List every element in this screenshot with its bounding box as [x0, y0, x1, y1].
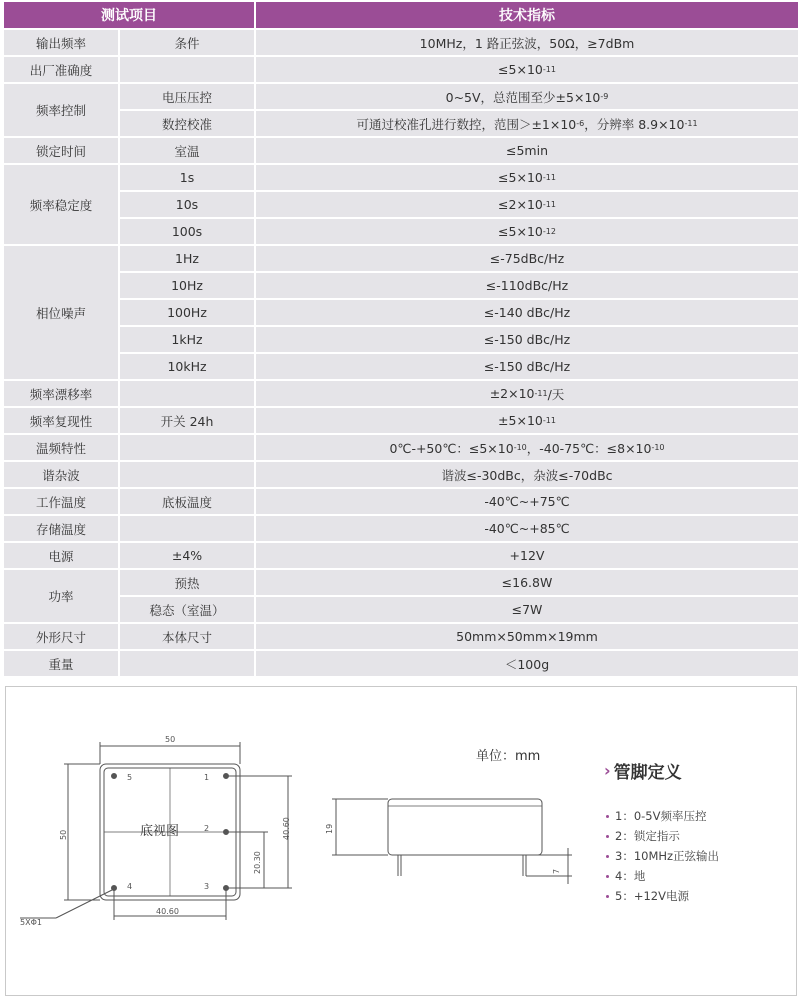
- pin-definition-list: [606, 806, 719, 906]
- condition-cell: ±4%: [120, 543, 254, 568]
- item-cell: 外形尺寸: [4, 624, 118, 649]
- condition-cell: 开关 24h: [120, 408, 254, 433]
- pin-label-3: 3: [204, 882, 210, 891]
- header-spec: 技术指标: [256, 2, 798, 28]
- pin-item: 4：地: [606, 866, 719, 886]
- dim-hole: 5XΦ1: [20, 918, 42, 927]
- condition-cell: 1s: [120, 165, 254, 190]
- bottom-view-label: 底视图: [140, 824, 180, 839]
- dim-pin-span-h: 40.60: [156, 907, 179, 916]
- pin-label-1: 1: [204, 773, 210, 782]
- spec-text: ≤5×10: [498, 224, 543, 239]
- unit-label: 单位：mm: [476, 749, 541, 764]
- spec-text: ，分辨率 8.9×10: [584, 116, 685, 132]
- bullet-icon: [606, 895, 609, 898]
- item-cell: 频率控制: [4, 84, 118, 136]
- spec-cell: ≤-110dBc/Hz: [256, 273, 798, 298]
- item-cell: 温频特性: [4, 435, 118, 460]
- dim-pin-length: 7: [552, 868, 561, 874]
- dim-body-height: 19: [325, 823, 334, 834]
- pin-item: 5：+12V电源: [606, 886, 719, 906]
- spec-cell: ≤-140 dBc/Hz: [256, 300, 798, 325]
- condition-cell: 条件: [120, 30, 254, 55]
- spec-cell: +12V: [256, 543, 798, 568]
- spec-cell: ≤-150 dBc/Hz: [256, 327, 798, 352]
- spec-cell: ≤-150 dBc/Hz: [256, 354, 798, 379]
- spec-text: 0~5V，总范围至少±5×10: [445, 89, 601, 105]
- item-cell: 电源: [4, 543, 118, 568]
- spec-cell: 0~5V，总范围至少±5×10 -9: [256, 84, 798, 109]
- item-cell: 锁定时间: [4, 138, 118, 163]
- dim-height: 50: [59, 829, 68, 840]
- condition-cell: 电压压控: [120, 84, 254, 109]
- pin-label-5: 5: [127, 773, 133, 782]
- dim-pin-offset: 20.30: [253, 851, 262, 874]
- spec-cell: ±5×10 -11: [256, 408, 798, 433]
- pin-item: 2：锁定指示: [606, 826, 719, 846]
- item-cell: 重量: [4, 651, 118, 676]
- item-cell: 输出频率: [4, 30, 118, 55]
- spec-cell: 50mm×50mm×19mm: [256, 624, 798, 649]
- spec-cell: 0℃-+50℃：≤5×10 -10 ，-40-75℃：≤8×10 -10: [256, 435, 798, 460]
- pin-item: 3：10MHz正弦输出: [606, 846, 719, 866]
- spec-cell: ≤5min: [256, 138, 798, 163]
- spec-cell: ≤-75dBc/Hz: [256, 246, 798, 271]
- dim-pin-span-v: 40.60: [282, 817, 291, 840]
- item-cell: 存储温度: [4, 516, 118, 541]
- spec-cell: ≤16.8W: [256, 570, 798, 595]
- spec-text: /天: [547, 386, 565, 402]
- item-cell: 频率稳定度: [4, 165, 118, 244]
- spec-text: 可通过校准孔进行数控，范围＞±1×10: [356, 116, 577, 132]
- condition-cell: 室温: [120, 138, 254, 163]
- spec-cell: 10MHz，1 路正弦波，50Ω，≥7dBm: [256, 30, 798, 55]
- pin-item: 1：0-5V频率压控: [606, 806, 719, 826]
- condition-cell: 预热: [120, 570, 254, 595]
- condition-cell: 本体尺寸: [120, 624, 254, 649]
- spec-cell: -40℃~+85℃: [256, 516, 798, 541]
- spec-cell: 可通过校准孔进行数控，范围＞±1×10 -6 ，分辨率 8.9×10 -11: [256, 111, 798, 136]
- chevron-right-icon: ›: [604, 761, 611, 780]
- pin-label-4: 4: [127, 882, 133, 891]
- condition-cell: 10s: [120, 192, 254, 217]
- spec-text: ±2×10: [489, 386, 535, 401]
- spec-cell: ≤5×10 -11: [256, 165, 798, 190]
- item-cell: 相位噪声: [4, 246, 118, 379]
- item-cell: 出厂准确度: [4, 57, 118, 82]
- condition-cell: 10kHz: [120, 354, 254, 379]
- spec-cell: ≤2×10 -11: [256, 192, 798, 217]
- spec-cell: ＜100g: [256, 651, 798, 676]
- condition-cell: 稳态（室温）: [120, 597, 254, 622]
- bullet-icon: [606, 875, 609, 878]
- spec-text: ≤5×10: [498, 62, 543, 77]
- spec-cell: ≤5×10 -11: [256, 57, 798, 82]
- spec-cell: 谐波≤-30dBc，杂波≤-70dBc: [256, 462, 798, 487]
- bullet-icon: [606, 835, 609, 838]
- spec-text: 0℃-+50℃：≤5×10: [389, 440, 514, 456]
- dim-width: 50: [165, 735, 176, 744]
- condition-cell: 10Hz: [120, 273, 254, 298]
- item-cell: 频率复现性: [4, 408, 118, 433]
- spec-text: ±5×10: [498, 413, 543, 428]
- item-cell: 工作温度: [4, 489, 118, 514]
- spec-cell: -40℃~+75℃: [256, 489, 798, 514]
- spec-text: ≤5×10: [498, 170, 543, 185]
- item-cell: 功率: [4, 570, 118, 622]
- item-cell: 谐杂波: [4, 462, 118, 487]
- spec-cell: ≤5×10 -12: [256, 219, 798, 244]
- condition-cell: 1Hz: [120, 246, 254, 271]
- header-test-item: 测试项目: [4, 2, 254, 28]
- condition-cell: 底板温度: [120, 489, 254, 514]
- spec-text: ，-40-75℃：≤8×10: [526, 440, 652, 456]
- condition-cell: 100s: [120, 219, 254, 244]
- spec-cell: ±2×10 -11 /天: [256, 381, 798, 406]
- item-cell: 频率漂移率: [4, 381, 118, 406]
- condition-cell: 数控校准: [120, 111, 254, 136]
- bullet-icon: [606, 815, 609, 818]
- pin-definition-title: [604, 758, 682, 783]
- bullet-icon: [606, 855, 609, 858]
- spec-cell: ≤7W: [256, 597, 798, 622]
- spec-text: ≤2×10: [498, 197, 543, 212]
- pin-label-2: 2: [204, 824, 210, 833]
- pin-definition-title-text: 管脚定义: [613, 763, 682, 783]
- condition-cell: 100Hz: [120, 300, 254, 325]
- condition-cell: 1kHz: [120, 327, 254, 352]
